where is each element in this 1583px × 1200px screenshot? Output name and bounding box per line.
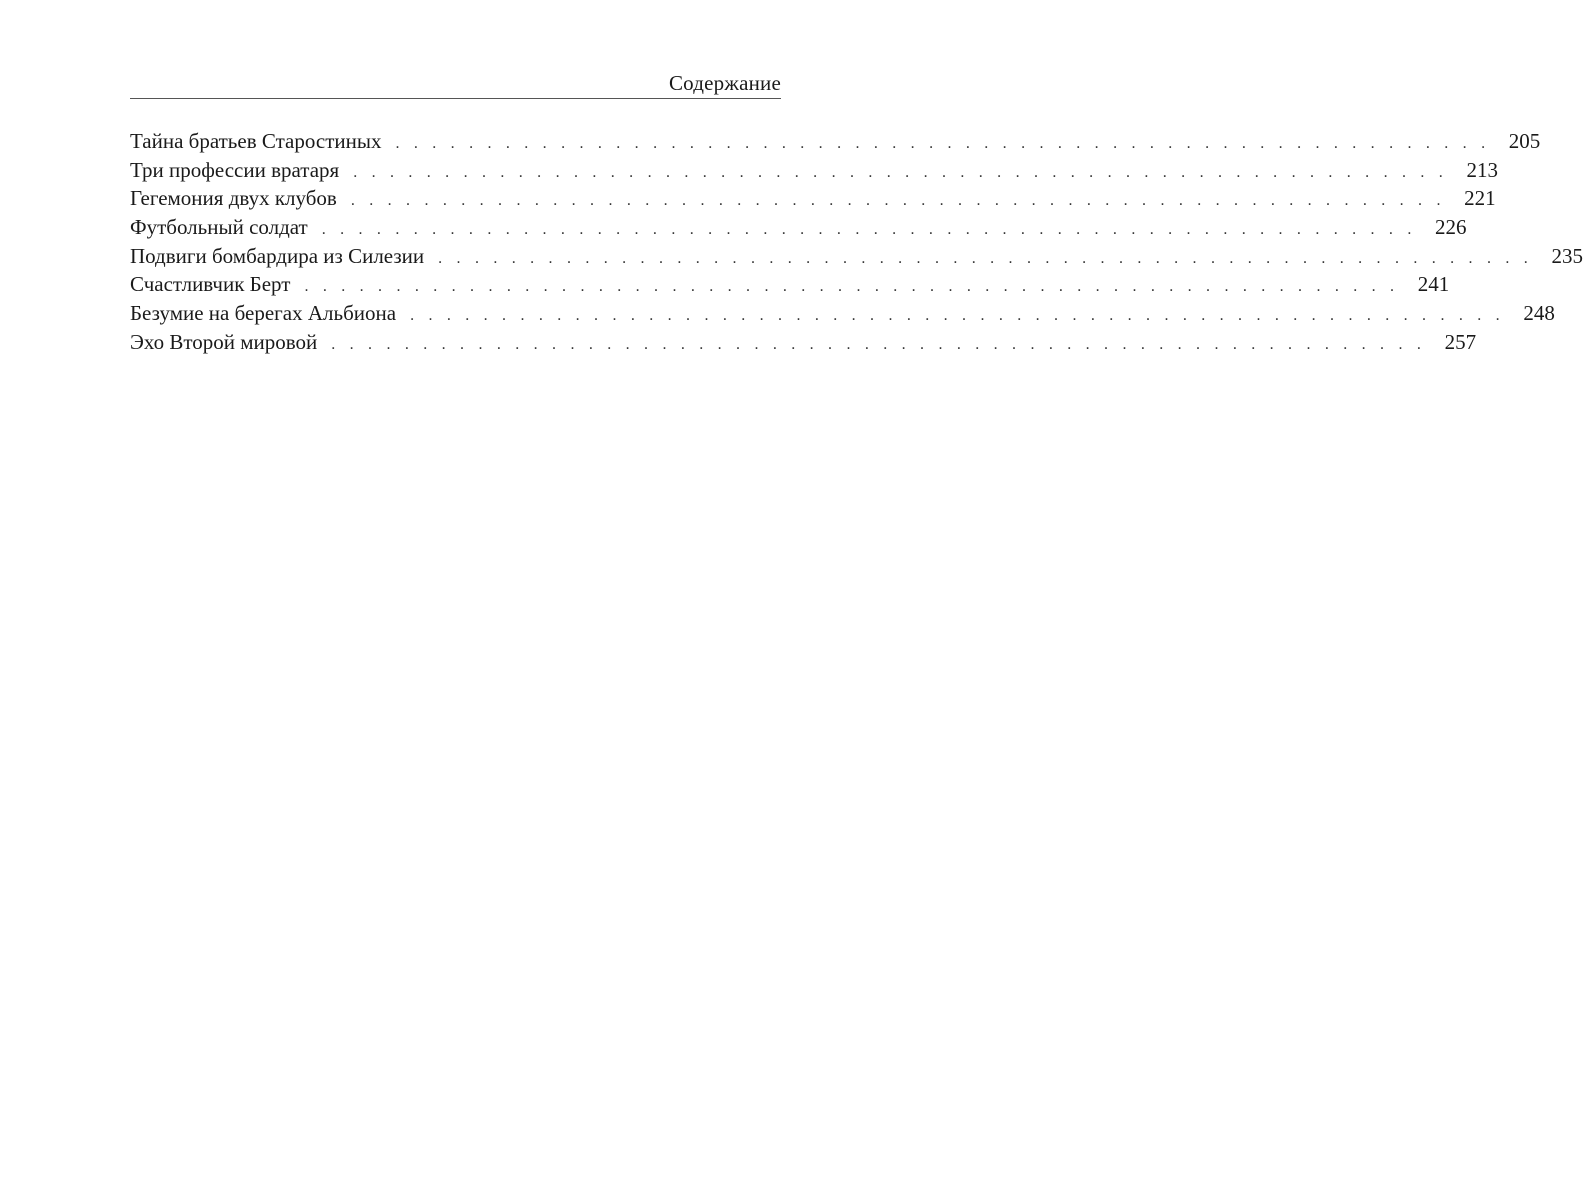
toc-entry-page: 205 <box>1508 129 1541 153</box>
toc-entry <box>130 156 1498 185</box>
toc-entry-page: 257 <box>1444 329 1477 354</box>
table-of-contents <box>130 127 1583 357</box>
toc-dot-leader: . . . . . . . . . . . . . . . . . . . . . . . . . . . . . . . . . . . . . . . . . . . . . . . . . . . . . . . . . . . . <box>410 307 1505 325</box>
toc-dot-leader: . . . . . . . . . . . . . . . . . . . . . . . . . . . . . . . . . . . . . . . . . . . . . . . . . . . . . . . . . . . . <box>350 192 1446 210</box>
toc-entry-title: Футбольный солдат <box>130 215 308 240</box>
toc-entry-page: 226 <box>1435 215 1467 240</box>
running-header-title: Содержание <box>668 71 781 95</box>
toc-entry-title: Тайна братьев Старостиных <box>130 129 382 153</box>
toc-dot-leader: . . . . . . . . . . . . . . . . . . . . . . . . . . . . . . . . . . . . . . . . . . . . . . . . . . . . . . . . . . . . <box>438 249 1533 267</box>
toc-entry-title: Гегемония двух клубов <box>130 186 337 211</box>
toc-dot-leader: . . . . . . . . . . . . . . . . . . . . . . . . . . . . . . . . . . . . . . . . . . . . . . . . . . . . . . . . . . . . <box>304 278 1400 296</box>
toc-entry-page: 235 <box>1551 243 1583 268</box>
toc-entry-title: Безумие на берегах Альбиона <box>130 301 397 326</box>
toc-entry-title: Подвиги бомбардира из Силезии <box>130 243 425 268</box>
toc-entry-title: Эхо Второй мировой <box>130 329 318 354</box>
toc-dot-leader: . . . . . . . . . . . . . . . . . . . . . . . . . . . . . . . . . . . . . . . . . . . . . . . . . . . . . . . . . . . . <box>353 163 1448 181</box>
toc-entry <box>130 127 1541 156</box>
toc-entry-page: 221 <box>1464 186 1496 211</box>
toc-entry <box>130 184 1496 213</box>
toc-dot-leader: . . . . . . . . . . . . . . . . . . . . . . . . . . . . . . . . . . . . . . . . . . . . . . . . . . . . . . . . . . . . <box>395 135 1491 152</box>
toc-entry <box>130 213 1467 242</box>
toc-entry <box>130 299 1555 328</box>
running-header <box>130 70 781 99</box>
toc-entry <box>130 328 1477 357</box>
toc-entry-title: Три профессии вратаря <box>130 157 340 182</box>
toc-entry-page: 241 <box>1417 272 1450 297</box>
toc-entry <box>130 270 1450 299</box>
toc-entry <box>130 242 1583 271</box>
toc-dot-leader: . . . . . . . . . . . . . . . . . . . . . . . . . . . . . . . . . . . . . . . . . . . . . . . . . . . . . . . . . . . . <box>321 221 1417 239</box>
toc-dot-leader: . . . . . . . . . . . . . . . . . . . . . . . . . . . . . . . . . . . . . . . . . . . . . . . . . . . . . . . . . . . . <box>331 335 1427 353</box>
toc-entry-title: Счастливчик Берт <box>130 272 291 297</box>
toc-entry-page: 248 <box>1523 301 1555 326</box>
toc-entry-page: 213 <box>1466 157 1498 182</box>
